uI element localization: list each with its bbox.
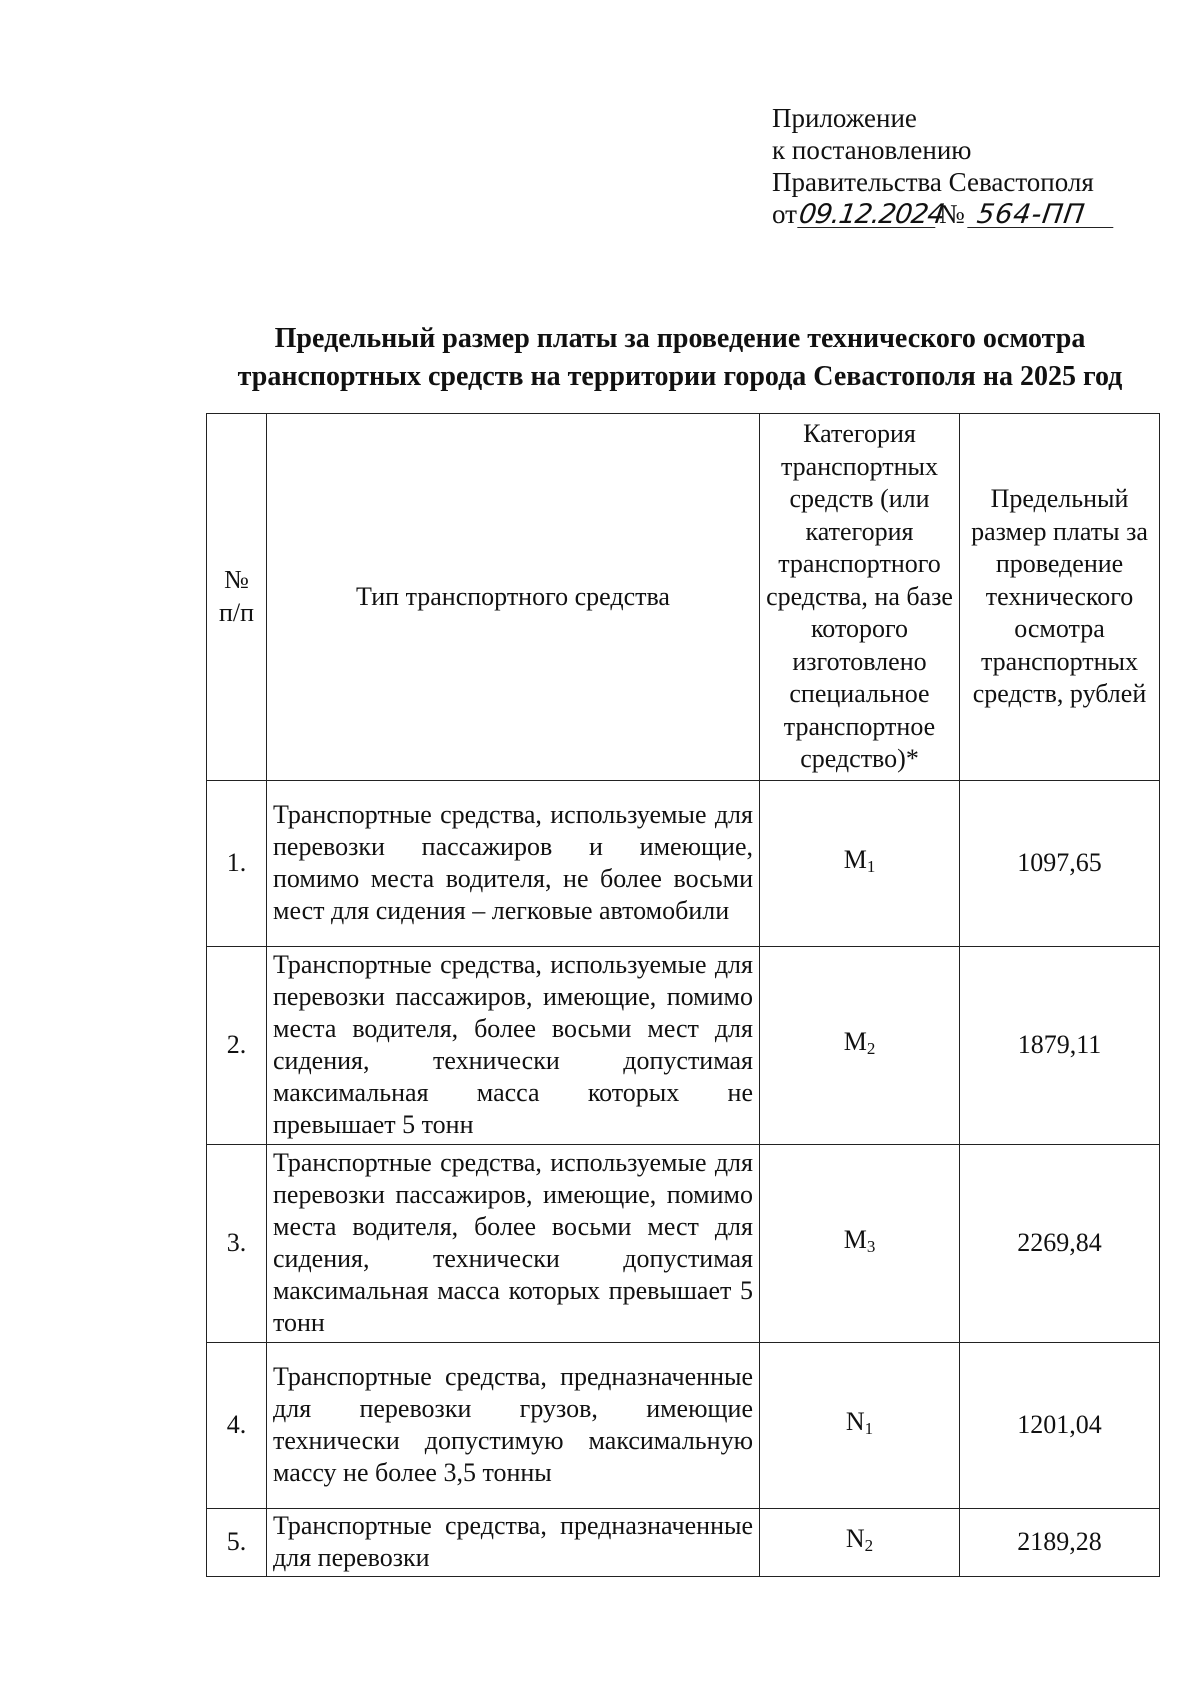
row-vehicle-type: Транспортные средства, предназначенные для перевозки bbox=[267, 1508, 760, 1576]
table-row bbox=[207, 1508, 1160, 1576]
row-category bbox=[760, 780, 960, 946]
row-number: 1. bbox=[207, 780, 267, 946]
row-fee: 1097,65 bbox=[960, 780, 1160, 946]
category-subscript: 3 bbox=[866, 1236, 876, 1256]
category-subscript: 1 bbox=[866, 856, 876, 876]
row-number: 4. bbox=[207, 1342, 267, 1508]
row-fee: 1201,04 bbox=[960, 1342, 1160, 1508]
category-subscript: 2 bbox=[866, 1038, 876, 1058]
row-vehicle-type: Транспортные средства, используемые для перевозки пассажиров, имеющие, помимо места водителя, более восьми мест для сидения, технически допустимая максимальная масса которых не превышает 5 тонн bbox=[267, 946, 760, 1144]
category-subscript: 2 bbox=[864, 1535, 874, 1555]
category-letter: N bbox=[845, 1406, 865, 1436]
table-row bbox=[207, 946, 1160, 1144]
category-letter: M bbox=[843, 1026, 867, 1056]
row-category bbox=[760, 1508, 960, 1576]
header-type: Тип транспортного средства bbox=[267, 414, 760, 781]
appendix-block bbox=[772, 102, 1115, 230]
appendix-date-line bbox=[772, 198, 1115, 230]
row-vehicle-type: Транспортные средства, используемые для перевозки пассажиров и имеющие, помимо места водителя, не более восьми мест для сидения – легковые автомобили bbox=[267, 780, 760, 946]
row-fee: 2269,84 bbox=[960, 1144, 1160, 1342]
appendix-line-1: Приложение bbox=[772, 103, 917, 133]
title-line-2: транспортных средств на территории города Севастополя на 2025 год bbox=[237, 361, 1123, 392]
title-line-1: Предельный размер платы за проведение технического осмотра bbox=[274, 323, 1086, 354]
row-number: 2. bbox=[207, 946, 267, 1144]
header-category: Категория транспортных средств (или категория транспортного средства, на базе которого изготовлено специальное транспортное средство)* bbox=[760, 414, 960, 781]
category-letter: M bbox=[843, 844, 867, 874]
row-category bbox=[760, 946, 960, 1144]
table-header-row bbox=[207, 414, 1160, 781]
category-letter: N bbox=[845, 1523, 865, 1553]
table-row bbox=[207, 780, 1160, 946]
row-number: 3. bbox=[207, 1144, 267, 1342]
appendix-line-2: к постановлению bbox=[772, 135, 972, 165]
row-fee: 1879,11 bbox=[960, 946, 1160, 1144]
row-category bbox=[760, 1144, 960, 1342]
table-row bbox=[207, 1144, 1160, 1342]
row-vehicle-type: Транспортные средства, предназначенные для перевозки грузов, имеющие технически допустимую максимальную массу не более 3,5 тонны bbox=[267, 1342, 760, 1508]
document-title bbox=[200, 320, 1160, 396]
table-row bbox=[207, 1342, 1160, 1508]
header-fee: Предельный размер платы за проведение технического осмотра транспортных средств, рублей bbox=[960, 414, 1160, 781]
handwritten-number: 564-ПП bbox=[967, 203, 1117, 228]
row-fee: 2189,28 bbox=[960, 1508, 1160, 1576]
appendix-line-3: Правительства Севастополя bbox=[772, 167, 1094, 197]
row-number: 5. bbox=[207, 1508, 267, 1576]
category-subscript: 1 bbox=[864, 1418, 874, 1438]
number-prefix: № bbox=[938, 199, 965, 229]
row-vehicle-type: Транспортные средства, используемые для перевозки пассажиров, имеющие, помимо места водителя, более восьми мест для сидения, технически допустимая максимальная масса которых превышает 5 тонн bbox=[267, 1144, 760, 1342]
date-prefix: от bbox=[772, 199, 797, 229]
header-number: № п/п bbox=[207, 414, 267, 781]
handwritten-date: 09.12.2024 bbox=[796, 199, 946, 230]
category-letter: M bbox=[843, 1224, 867, 1254]
fee-table bbox=[206, 413, 1160, 1577]
row-category bbox=[760, 1342, 960, 1508]
